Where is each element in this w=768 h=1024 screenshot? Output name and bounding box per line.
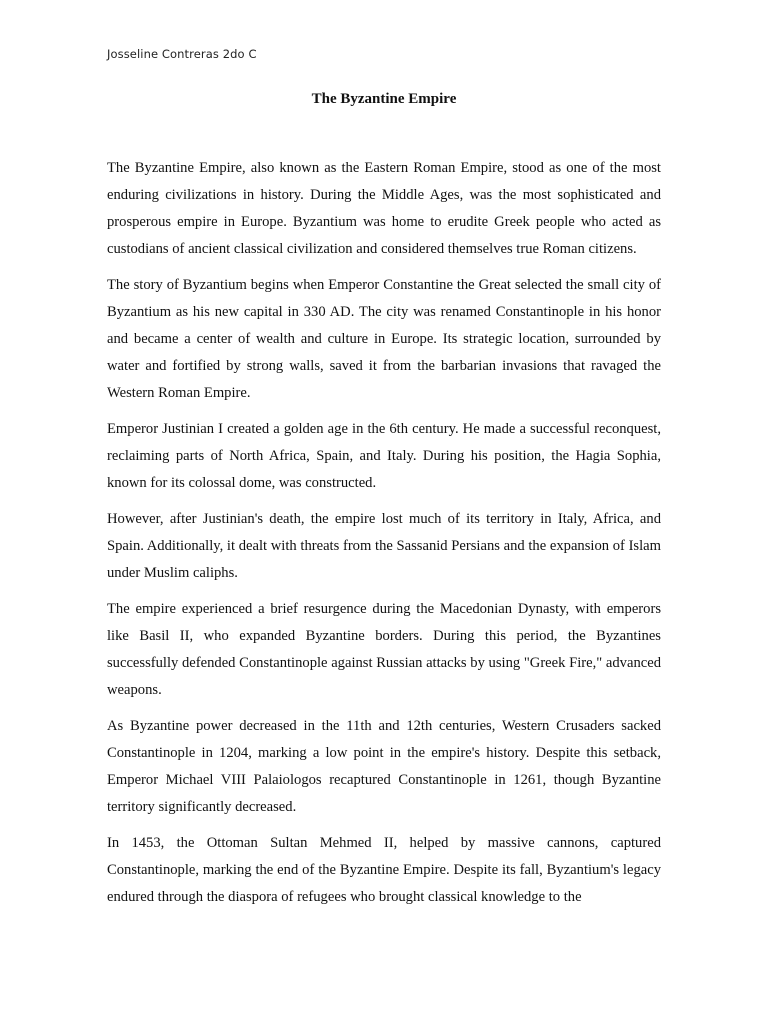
paragraph-1: The Byzantine Empire, also known as the Eastern Roman Empire, stood as one of the most enduring civilizations in history. During the Middle Ages, was the most sophisticated and prosperous empire in Europe. Byzantium was home to erudite Greek people who acted as custodians of ancient classical civilization and considered themselves true Roman citizens. — [107, 160, 661, 257]
paragraph-2: The story of Byzantium begins when Emperor Constantine the Great selected the small city of Byzantium as his new capital in 330 AD. The city was renamed Constantinople in his honor and became a center of wealth and culture in Europe. Its strategic location, surrounded by water and fortified by strong walls, saved it from the barbarian invasions that ravaged the Western Roman Empire. — [107, 277, 661, 401]
paragraph-6: As Byzantine power decreased in the 11th and 12th centuries, Western Crusaders sacked Constantinople in 1204, marking a low point in the empire's history. Despite this setback, Emperor Michael VIII Palaiologos recaptured Constantinople in 1261, though Byzantine territory significantly decreased. — [107, 718, 661, 815]
paragraph-3: Emperor Justinian I created a golden age in the 6th century. He made a successful reconquest, reclaiming parts of North Africa, Spain, and Italy. During his position, the Hagia Sophia, known for its colossal dome, was constructed. — [107, 421, 661, 491]
paragraph-7: In 1453, the Ottoman Sultan Mehmed II, helped by massive cannons, captured Constantinople, marking the end of the Byzantine Empire. Despite its fall, Byzantium's legacy endured through the diaspora of refugees who brought classical knowledge to the — [107, 835, 661, 905]
document-body — [107, 155, 661, 920]
paragraph-4: However, after Justinian's death, the empire lost much of its territory in Italy, Africa, and Spain. Additionally, it dealt with threats from the Sassanid Persians and the expansion of Islam under Muslim caliphs. — [107, 511, 661, 581]
paragraph-5: The empire experienced a brief resurgence during the Macedonian Dynasty, with emperors like Basil II, who expanded Byzantine borders. During this period, the Byzantines successfully defended Constantinople against Russian attacks by using "Greek Fire," advanced weapons. — [107, 601, 661, 698]
document-title: The Byzantine Empire — [311, 91, 457, 107]
author-header: Josseline Contreras 2do C — [107, 47, 257, 61]
